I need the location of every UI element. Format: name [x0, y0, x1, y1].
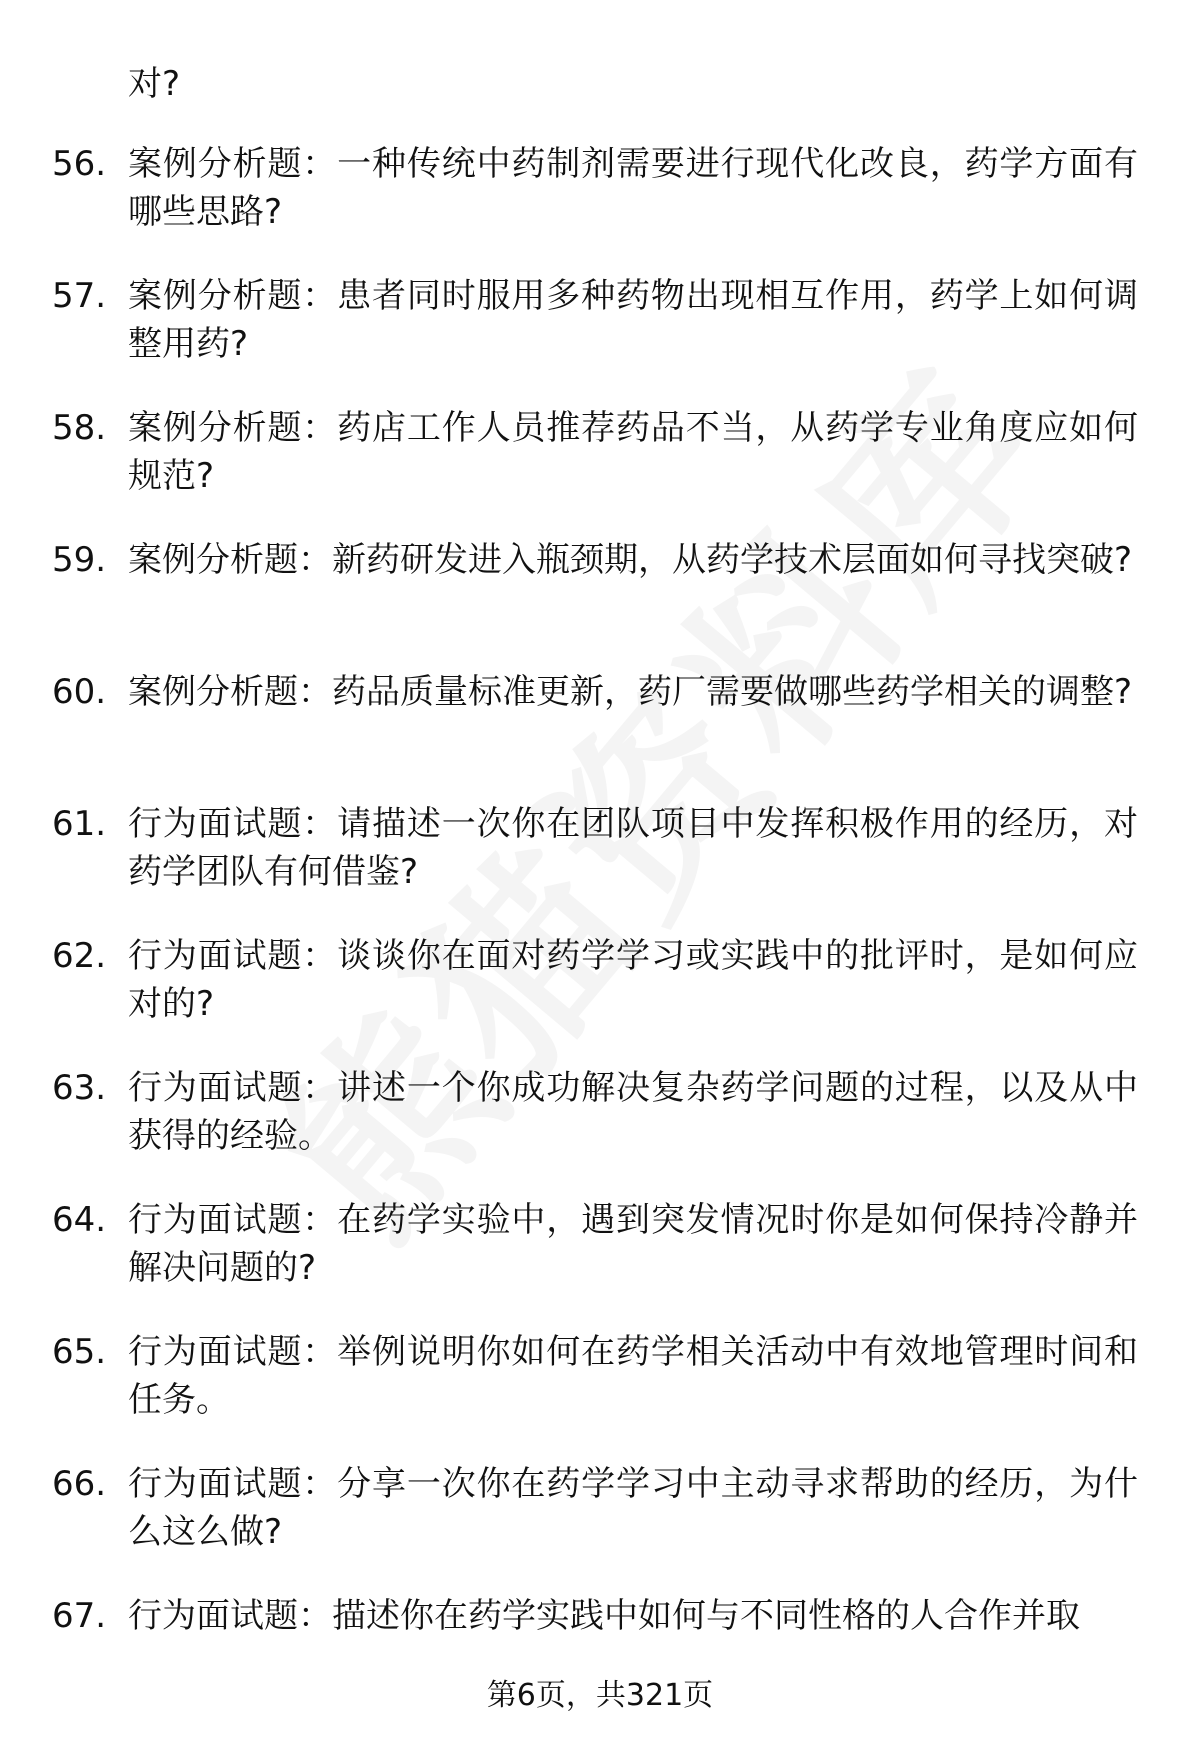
question-number: 64.	[52, 1200, 107, 1240]
question-number: 67.	[52, 1596, 107, 1636]
list-item	[0, 932, 1200, 1064]
question-text: 案例分析题：一种传统中药制剂需要进行现代化改良，药学方面有哪些思路?	[128, 144, 1138, 232]
list-item	[0, 1064, 1200, 1196]
list-item	[0, 1460, 1200, 1592]
question-list	[0, 140, 1200, 1724]
question-text: 行为面试题：请描述一次你在团队项目中发挥积极作用的经历，对药学团队有何借鉴?	[128, 804, 1138, 892]
list-item	[0, 1328, 1200, 1460]
question-number: 65.	[52, 1332, 107, 1372]
question-number: 61.	[52, 804, 107, 844]
question-number: 62.	[52, 936, 107, 976]
question-number: 60.	[52, 672, 107, 712]
list-item	[0, 404, 1200, 536]
question-text: 案例分析题：新药研发进入瓶颈期，从药学技术层面如何寻找突破?	[128, 540, 1133, 580]
list-item	[0, 800, 1200, 932]
question-text: 行为面试题：在药学实验中，遇到突发情况时你是如何保持冷静并解决问题的?	[128, 1200, 1138, 1288]
question-text: 行为面试题：描述你在药学实践中如何与不同性格的人合作并取	[128, 1596, 1080, 1636]
question-number: 57.	[52, 276, 107, 316]
question-text: 行为面试题：举例说明你如何在药学相关活动中有效地管理时间和任务。	[128, 1332, 1138, 1420]
list-item	[0, 1196, 1200, 1328]
question-text: 行为面试题：分享一次你在药学学习中主动寻求帮助的经历，为什么这么做?	[128, 1464, 1138, 1552]
continued-text: 对?	[128, 64, 181, 104]
list-item	[0, 272, 1200, 404]
question-number: 66.	[52, 1464, 107, 1504]
question-text: 行为面试题：讲述一个你成功解决复杂药学问题的过程，以及从中获得的经验。	[128, 1068, 1138, 1156]
list-item	[0, 536, 1200, 668]
page-footer: 第6页，共321页	[486, 1678, 714, 1713]
question-number: 56.	[52, 144, 107, 184]
question-number: 58.	[52, 408, 107, 448]
question-text: 案例分析题：药品质量标准更新，药厂需要做哪些药学相关的调整?	[128, 672, 1133, 712]
question-text: 行为面试题：谈谈你在面对药学学习或实践中的批评时，是如何应对的?	[128, 936, 1138, 1024]
question-text: 案例分析题：患者同时服用多种药物出现相互作用，药学上如何调整用药?	[128, 276, 1138, 364]
list-item	[0, 140, 1200, 272]
question-text: 案例分析题：药店工作人员推荐药品不当，从药学专业角度应如何规范?	[128, 408, 1138, 496]
question-number: 59.	[52, 540, 107, 580]
question-number: 63.	[52, 1068, 107, 1108]
list-item	[0, 668, 1200, 800]
